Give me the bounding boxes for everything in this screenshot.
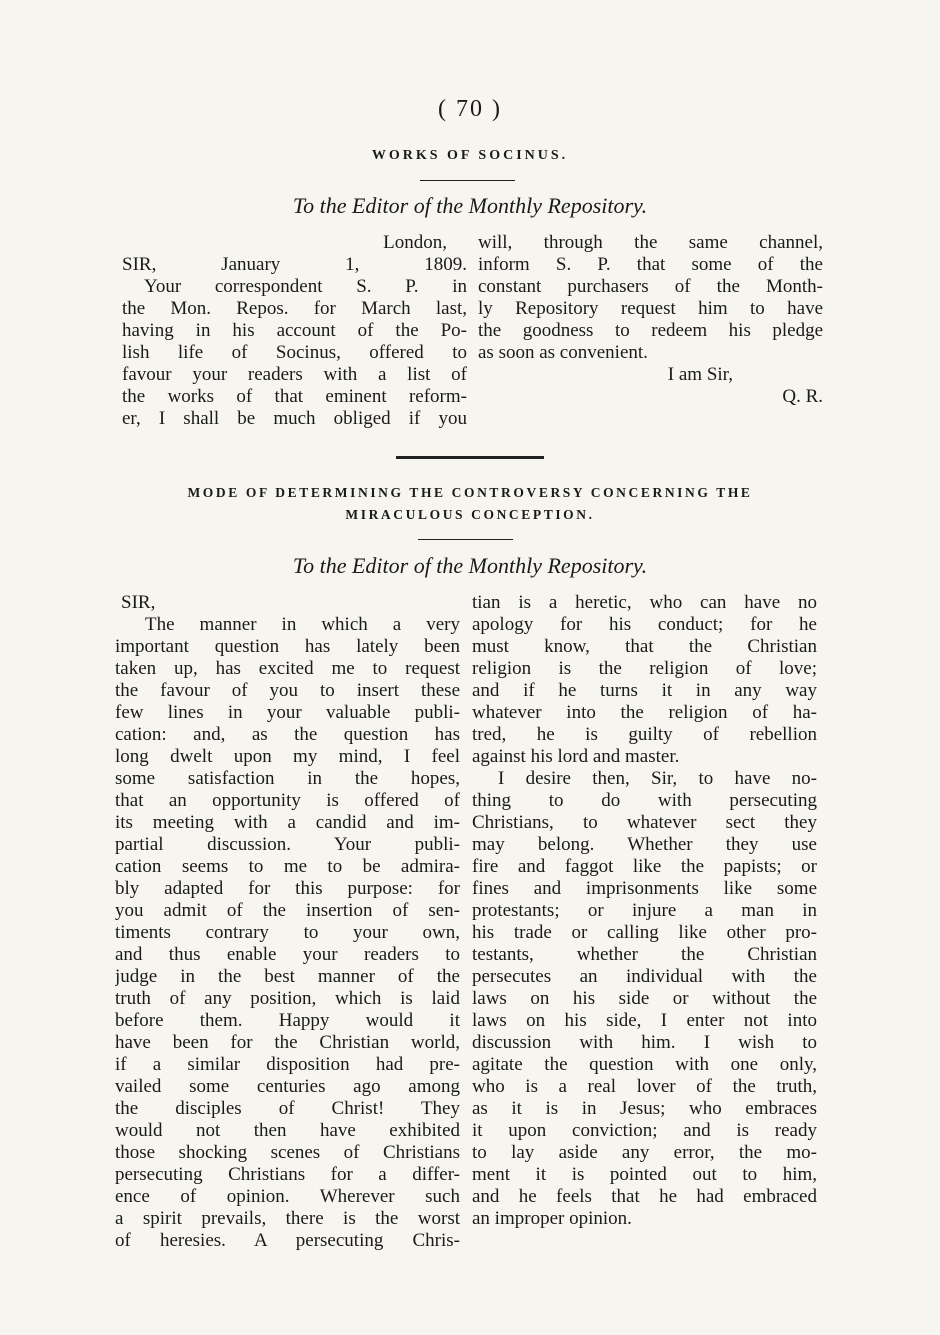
text-line: Your correspondent S. P. in (144, 276, 467, 297)
text-line: lish life of Socinus, offered to (122, 342, 467, 363)
article2-heading-line2: MIRACULOUS CONCEPTION. (345, 507, 595, 522)
article2-right-column (472, 592, 817, 1230)
text-line: I am Sir, (667, 364, 733, 385)
text-line: will, through the same channel, (478, 232, 823, 253)
text-line: SIR, (121, 592, 156, 613)
article2-heading-rule (418, 539, 513, 540)
text-line: thing to do with persecuting (472, 790, 817, 811)
text-line: The manner in which a very (145, 614, 460, 635)
text-line: partial discussion. Your publi- (115, 834, 460, 855)
text-line: favour your readers with a list of (122, 364, 467, 385)
text-line: it upon conviction; and is ready (472, 1120, 817, 1141)
text-line: the disciples of Christ! They (115, 1098, 460, 1119)
text-line: judge in the best manner of the (115, 966, 460, 987)
text-line: persecutes an individual with the (472, 966, 817, 987)
text-line: an improper opinion. (472, 1208, 632, 1229)
article2-letter-title: To the Editor of the Monthly Repository. (292, 553, 648, 578)
text-line: his trade or calling like other pro- (472, 922, 817, 943)
text-line: important question has lately been (115, 636, 460, 657)
text-line: who is a real lover of the truth, (472, 1076, 817, 1097)
page-number: ( 70 ) (438, 96, 502, 122)
text-line: constant purchasers of the Month- (478, 276, 823, 297)
text-line: long dwelt upon my mind, I feel (115, 746, 460, 767)
text-line: the favour of you to insert these (115, 680, 460, 701)
text-line: persecuting Christians for a differ- (115, 1164, 460, 1185)
text-line: er, I shall be much obliged if you (122, 408, 467, 429)
article1-letter-title: To the Editor of the Monthly Repository. (292, 193, 648, 218)
text-line: timents contrary to your own, (115, 922, 460, 943)
text-line: would not then have exhibited (115, 1120, 460, 1141)
text-line: agitate the question with one only, (472, 1054, 817, 1075)
text-line: few lines in your valuable publi- (115, 702, 460, 723)
article1-left-column (122, 232, 467, 430)
article-divider-rule (396, 456, 544, 459)
text-line: fire and faggot like the papists; or (472, 856, 817, 877)
text-line: have been for the Christian world, (115, 1032, 460, 1053)
text-line: you admit of the insertion of sen- (115, 900, 460, 921)
text-line: the goodness to redeem his pledge (478, 320, 823, 341)
text-line: its meeting with a candid and im- (115, 812, 460, 833)
text-line: taken up, has excited me to request (115, 658, 460, 679)
text-line: against his lord and master. (472, 746, 680, 767)
text-line: Q. R. (782, 386, 823, 407)
text-line: religion is the religion of love; (472, 658, 817, 679)
text-line: tian is a heretic, who can have no (472, 592, 817, 613)
text-line: Christians, to whatever sect they (472, 812, 817, 833)
text-line: of heresies. A persecuting Chris- (115, 1230, 460, 1251)
text-line: cation: and, as the question has (115, 724, 460, 745)
text-line: and thus enable your readers to (115, 944, 460, 965)
text-line: before them. Happy would it (115, 1010, 460, 1031)
text-line: truth of any position, which is laid (115, 988, 460, 1009)
text-line: fines and imprisonments like some (472, 878, 817, 899)
text-line: I desire then, Sir, to have no- (498, 768, 817, 789)
text-line: the works of that eminent reform- (122, 386, 467, 407)
text-line: as it is in Jesus; who embraces (472, 1098, 817, 1119)
text-line: a spirit prevails, there is the worst (115, 1208, 460, 1229)
article1-heading-rule (420, 180, 515, 181)
text-line: must know, that the Christian (472, 636, 817, 657)
text-line: some satisfaction in the hopes, (115, 768, 460, 789)
text-line: cation seems to me to be admira- (115, 856, 460, 877)
text-line: tred, he is guilty of rebellion (472, 724, 817, 745)
text-line: London, (383, 232, 447, 253)
text-line: vailed some centuries ago among (115, 1076, 460, 1097)
text-line: and he feels that he had embraced (472, 1186, 817, 1207)
text-line: to lay aside any error, the mo- (472, 1142, 817, 1163)
text-line: protestants; or injure a man in (472, 900, 817, 921)
text-line: SIR, January 1, 1809. (122, 254, 467, 275)
text-line: ence of opinion. Wherever such (115, 1186, 460, 1207)
text-line: whatever into the religion of ha- (472, 702, 817, 723)
article2-left-column (115, 592, 460, 1252)
text-line: those shocking scenes of Christians (115, 1142, 460, 1163)
text-line: inform S. P. that some of the (478, 254, 823, 275)
article1-right-column (478, 232, 823, 408)
text-line: laws on his side, I enter not into (472, 1010, 817, 1031)
text-line: that an opportunity is offered of (115, 790, 460, 811)
text-line: ly Repository request him to have (478, 298, 823, 319)
text-line: as soon as convenient. (478, 342, 648, 363)
text-line: may belong. Whether they use (472, 834, 817, 855)
text-line: the Mon. Repos. for March last, (122, 298, 467, 319)
article1-heading: WORKS OF SOCINUS. (371, 148, 569, 163)
text-line: if a similar disposition had pre- (115, 1054, 460, 1075)
text-line: testants, whether the Christian (472, 944, 817, 965)
text-line: ment it is pointed out to him, (472, 1164, 817, 1185)
text-line: having in his account of the Po- (122, 320, 467, 341)
article2-heading-line1: MODE OF DETERMINING THE CONTROVERSY CONCERNING THE (187, 485, 753, 500)
text-line: laws on his side or without the (472, 988, 817, 1009)
text-line: discussion with him. I wish to (472, 1032, 817, 1053)
text-line: apology for his conduct; for he (472, 614, 817, 635)
text-line: and if he turns it in any way (472, 680, 817, 701)
text-line: bly adapted for this purpose: for (115, 878, 460, 899)
